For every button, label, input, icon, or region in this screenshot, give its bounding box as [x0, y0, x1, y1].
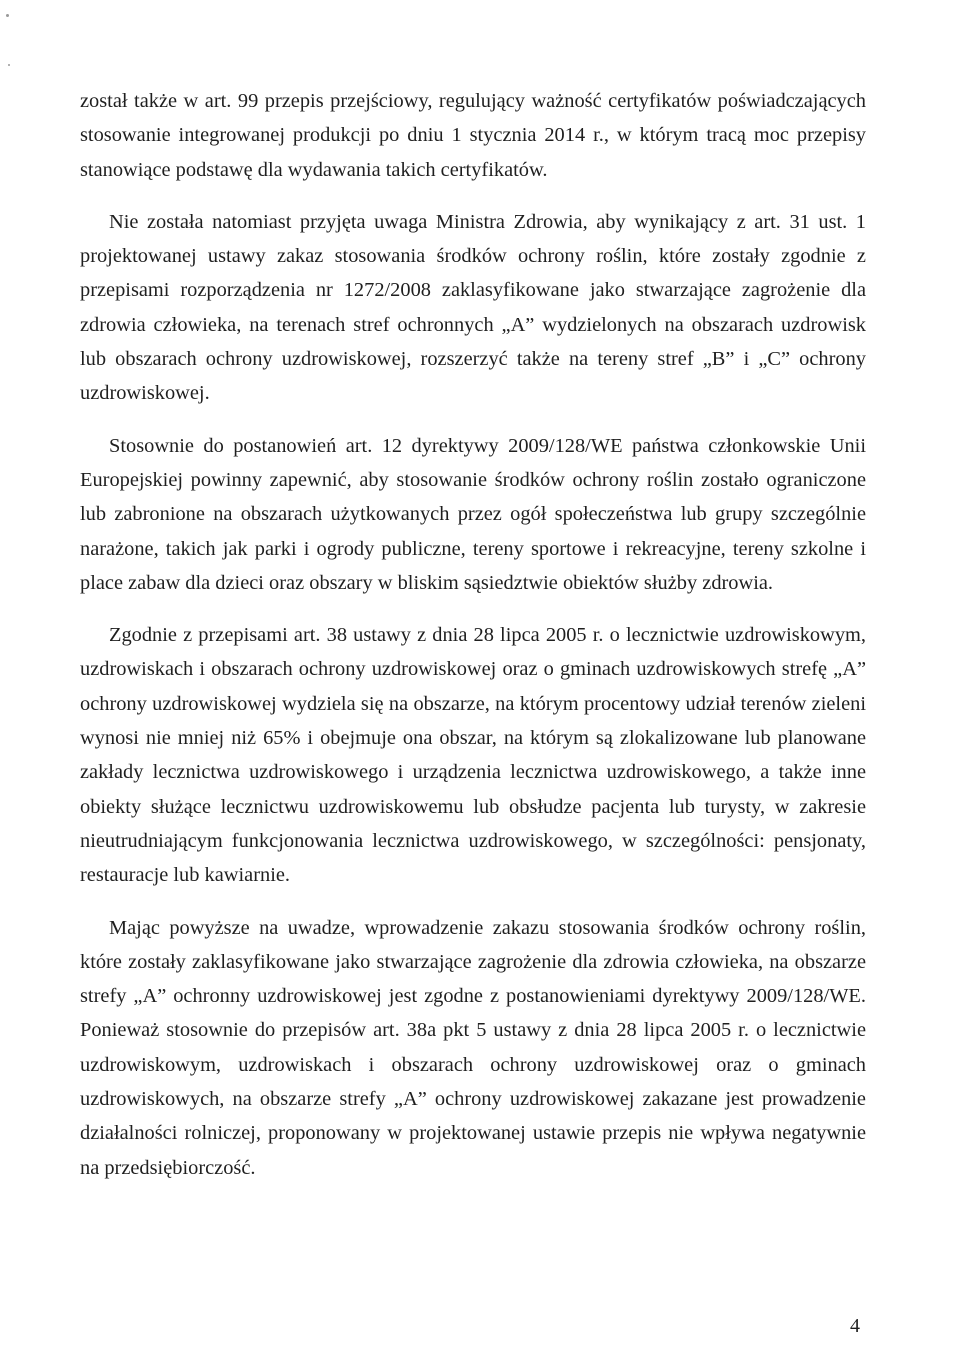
document-body	[80, 84, 866, 1185]
scan-speck	[8, 64, 10, 66]
paragraph-continuation: został także w art. 99 przepis przejściowy, regulujący ważność certyfikatów poświadczających stosowanie integrowanej produkcji po dniu 1 stycznia 2014 r., w którym tracą moc przepisy stanowiące podstawę dla wydawania takich certyfikatów.	[80, 90, 866, 181]
paragraph-health-minister-remark: Nie została natomiast przyjęta uwaga Ministra Zdrowia, aby wynikający z art. 31 ust. 1 projektowanej ustawy zakaz stosowania środków ochrony roślin, które zostały zgodnie z przepisami rozporządzenia nr 1272/2008 zaklasyfikowane jako stwarzające zagrożenie dla zdrowia człowieka, na terenach stref ochronnych „A” wydzielonych na obszarach uzdrowisk lub obszarach ochrony uzdrowiskowej, rozszerzyć także na tereny stref „B” i „C” ochrony uzdrowiskowej.	[80, 210, 866, 405]
paragraph-conclusion: Mając powyższe na uwadze, wprowadzenie zakazu stosowania środków ochrony roślin, które zostały zaklasyfikowane jako stwarzające zagrożenie dla zdrowia człowieka, na obszarze strefy „A” ochronny uzdrowiskowej jest zgodne z postanowieniami dyrektywy 2009/128/WE. Ponieważ stosownie do przepisów art. 38a pkt 5 ustawy z dnia 28 lipca 2005 r. o lecznictwie uzdrowiskowym, uzdrowiskach i obszarach ochrony uzdrowiskowej oraz o gminach uzdrowiskowych, na obszarze strefy „A” ochrony uzdrowiskowej zakazane jest prowadzenie działalności rolniczej, proponowany w projektowanej ustawie przepis nie wpływa negatywnie na przedsiębiorczość.	[80, 916, 866, 1179]
scan-speck	[6, 14, 9, 17]
paragraph-spa-law-article-38: Zgodnie z przepisami art. 38 ustawy z dnia 28 lipca 2005 r. o lecznictwie uzdrowiskowym, uzdrowiskach i obszarach ochrony uzdrowiskowej oraz o gminach uzdrowiskowych strefę „A” ochrony uzdrowiskowej wydziela się na obszarze, na którym procentowy udział terenów zieleni wynosi nie mniej niż 65% i obejmuje ona obszar, na którym są zlokalizowane lub planowane zakłady lecznictwa uzdrowiskowego i urządzenia lecznictwa uzdrowiskowego, a także inne obiekty służące lecznictwu uzdrowiskowemu lub obsłudze pacjenta lub turysty, w zakresie nieutrudniającym funkcjonowania lecznictwa uzdrowiskowego, w szczególności: pensjonaty, restauracje lub kawiarnie.	[80, 624, 866, 887]
paragraph-directive-article-12: Stosownie do postanowień art. 12 dyrektywy 2009/128/WE państwa członkowskie Unii Europejskiej powinny zapewnić, aby stosowanie środków ochrony roślin zostało ograniczone lub zabronione na obszarach użytkowanych przez ogół społeczeństwa lub grupy szczególnie narażone, takich jak parki i ogrody publiczne, tereny sportowe i rekreacyjne, tereny szkolne i place zabaw dla dzieci oraz obszary w bliskim sąsiedztwie obiektów służby zdrowia.	[80, 434, 866, 594]
page-number: 4	[850, 1315, 860, 1337]
